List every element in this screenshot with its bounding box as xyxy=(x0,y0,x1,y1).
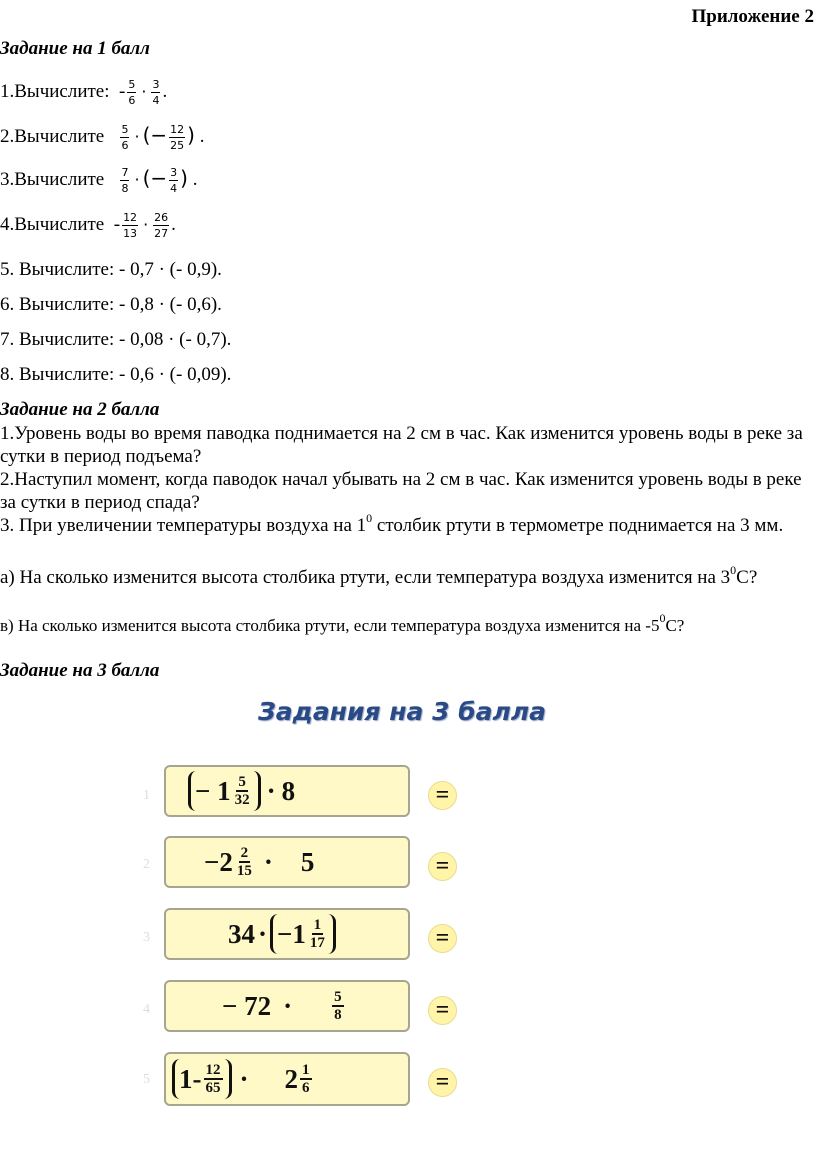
task-1-3: 3.Вычислите $\frac{7}{8}$ · (− $\frac{3}{4}$ ) . xyxy=(0,166,198,196)
expression-card-2: − 2 2 15 · 5 xyxy=(164,836,410,888)
section-heading-3: Задание на 3 балла xyxy=(0,660,160,681)
task-2-1: 1.Уровень воды во время паводка поднимается на 2 см в час. Как изменится уровень воды в реке за сутки в период подъема? xyxy=(0,423,803,467)
task-2-3: 3. При увеличении температуры воздуха на $1^0$ столбик ртути в термометре поднимается на 3 мм. xyxy=(0,511,784,536)
task-1-4: 4.Вычислите - $\frac{12}{13}$ · $\frac{26}{27}$ . xyxy=(0,211,176,240)
expression-card-1: − 1 5 32 · 8 xyxy=(164,765,410,817)
equals-button-2[interactable]: = xyxy=(428,852,457,881)
item-number-5: 5 xyxy=(143,1072,150,1087)
equals-button-1[interactable]: = xyxy=(428,781,457,810)
appendix-label: Приложение 2 xyxy=(691,6,814,27)
task-2-2: 2.Наступил момент, когда паводок начал убывать на 2 см в час. Как изменится уровень воды в реке за сутки в период спада? xyxy=(0,469,802,513)
item-number-2: 2 xyxy=(143,857,150,872)
section-heading-1: Задание на 1 балл xyxy=(0,38,150,59)
task-2-3b: в) На сколько изменится высота столбика ртути, если температура воздуха изменится на $-5^0С$? xyxy=(0,611,685,635)
task-1-8: 8. Вычислите: - 0,6 · (- 0,09). xyxy=(0,364,232,385)
image-title: Задания на 3 балла xyxy=(258,697,547,726)
task-1-5: 5. Вычислите: - 0,7 · (- 0,9). xyxy=(0,259,222,280)
task-1-6: 6. Вычислите: - 0,8 · (- 0,6). xyxy=(0,294,222,315)
task-1-1: 1.Вычислите: - $\frac{5}{6}$ · $\frac{3}{4}$ . xyxy=(0,78,168,107)
task-1-2: 2.Вычислите $\frac{5}{6}$ · (− $\frac{12}{25}$ ) . xyxy=(0,123,205,153)
item-number-3: 3 xyxy=(143,930,150,945)
expression-card-3: 34 · − 1 1 17 xyxy=(164,908,410,960)
section-heading-2: Задание на 2 балла xyxy=(0,399,160,420)
expression-card-5: 1- 12 65 · 2 1 6 xyxy=(164,1052,410,1106)
task-1-7: 7. Вычислите: - 0,08 · (- 0,7). xyxy=(0,329,232,350)
equals-button-4[interactable]: = xyxy=(428,996,457,1025)
equals-button-5[interactable]: = xyxy=(428,1068,457,1097)
item-number-4: 4 xyxy=(143,1002,150,1017)
item-number-1: 1 xyxy=(143,788,150,803)
task-2-3a: а) На сколько изменится высота столбика ртути, если температура воздуха изменится на $3^0С$? xyxy=(0,563,758,588)
equals-button-3[interactable]: = xyxy=(428,924,457,953)
expression-card-4: − 72 · 5 8 xyxy=(164,980,410,1032)
